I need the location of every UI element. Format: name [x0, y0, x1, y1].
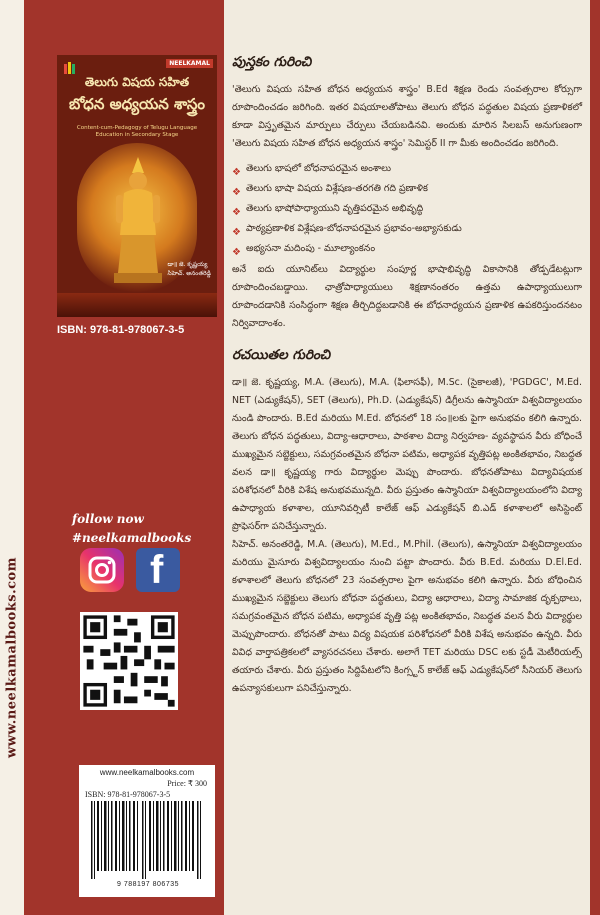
front-cover-thumbnail	[57, 55, 217, 317]
about-book-heading: పుస్తకం గురించి	[232, 54, 312, 70]
diamond-bullet-icon: ❖	[232, 247, 241, 258]
diamond-bullet-icon: ❖	[232, 227, 241, 238]
barcode-box	[79, 765, 215, 897]
barcode-number: 9 788197 806735	[117, 881, 179, 888]
facebook-icon[interactable]: f	[136, 548, 180, 592]
qr-code-image[interactable]	[80, 612, 178, 710]
follow-block	[72, 510, 191, 548]
about-book-intro: 'తెలుగు విషయ సహిత బోధన అధ్యయన శాస్త్రం' B.Ed శిక్షణ రెండు సంవత్సరాల కోర్సుగా రూపొందించడం జరిగింది. ఇతర విషయాలతోపాటు తెలుగు బోధన పద్ధతుల విషయ ప్రణాళికలో కూడా విస్తృతమైన మార్పులు చేర్పులు చేయబడినవి. అందుకు మారిన సిలబస్ అనుగుణంగా 'తెలుగు విషయ సహిత బోధన అధ్యయన శాస్త్రం' సెమిస్టర్ II గా మీకు అందించడం జరిగింది.	[232, 84, 582, 149]
list-item: ❖ తెలుగు భాషలో బోధనాపరమైన అంశాలు	[232, 159, 582, 179]
barcode-image	[87, 801, 207, 879]
spine-url: www.neelkamalbooks.com	[4, 557, 20, 758]
cover-base	[57, 293, 217, 317]
cover-title-line1: తెలుగు విషయ సహిత	[84, 75, 190, 89]
barcode-website: www.neelkamalbooks.com	[99, 768, 195, 777]
deity-statue-image	[112, 155, 164, 285]
cover-author-1: డా॥ జె. కృష్ణయ్య	[167, 261, 208, 268]
instagram-glyph-icon	[80, 548, 124, 592]
diamond-bullet-icon: ❖	[232, 207, 241, 218]
instagram-icon[interactable]	[80, 548, 124, 592]
about-authors-section	[232, 347, 582, 698]
publisher-logo-icon	[63, 61, 79, 75]
list-item: ❖ తెలుగు భాషా విషయ విశ్లేషణ-తరగతి గది ప్రణాళిక	[232, 179, 582, 199]
isbn-label: ISBN: 978-81-978067-3-5	[57, 324, 185, 336]
cover-authors	[167, 260, 211, 278]
cover-subtitle: Content-cum-Pedagogy of Telugu Language Education in Secondary Stage	[76, 125, 198, 138]
author-2-bio: సిహెచ్. అనంతరెడ్డి, M.A. (తెలుగు), M.Ed., M.Phil. (తెలుగు), ఉస్మానియా విశ్వవిద్యాలయం మరియు మైసూరు విశ్వవిద్యాలయం నుంచి పట్టా పొందారు. వీరు B.Ed. మరియు D.El.Ed. కళాశాలలో తెలుగు బోధనలో 23 సంవత్సరాల పైగా అనుభవం కలిగి ఉన్నారు. వీరు బోధించిన ముఖ్యమైన సబ్జెక్టులు తెలుగు బోధనా పద్ధతులు, విద్యా ఆధారాలు, విద్యా సామాజిక దృక్పథాలు, సమగ్రవంతమైన బోధన పటిమ, అధ్యాపక వృత్తి పట్ల అంకితభావం, నిబద్ధత వలన వీరు విద్యార్థుల మెప్పుపొందారు. బోధనతో పాటు విద్య విషయక పరిశోధనలో వీరికి విశేష అనుభవం ఉన్నది. వీరు వివిధ వార్తాపత్రికలలో వ్యాసరచనలు చేశారు. అలాగే TET మరియు DSC లకు స్టడీ మెటీరియల్స్ తయారు చేశారు. వీరు ప్రస్తుతం సిద్దిపేటలోని కింగ్స్టన్ కాలేజ్ ఆఫ్ ఎడ్యుకేషన్‌లో సీనియర్ తెలుగు ఉపన్యాసకులుగా పనిచేస్తున్నారు.	[232, 539, 582, 694]
diamond-bullet-icon: ❖	[232, 187, 241, 198]
barcode-isbn: ISBN: 978-81-978067-3-5	[85, 790, 171, 799]
about-book-closing: అనే ఐదు యూనిట్‌లు విద్యార్థుల సంపూర్ణ భాషాభివృద్ధి వికాసానికి తోడ్పడేటట్లుగా రూపొందించబడ్డాయి. ఛాత్రోపాధ్యాయులు శిక్షణానంతరం ఉత్తమ ఉపాధ్యాయులుగా రూపొందడానికి సంసిద్ధంగా శిక్షణ తీర్చిదిద్దబడానికి ఈ బోధనాధ్యయన ప్రణాళిక ఉపకరిస్తుందనటం నిర్వివాదాంశం.	[232, 264, 582, 329]
list-item: ❖ తెలుగు భాషోపాధ్యాయుని వృత్తిపరమైన అభివృద్ధి	[232, 199, 582, 219]
cover-title-line2: బోధన అధ్యయన శాస్త్రం	[69, 95, 205, 113]
right-red-edge	[590, 0, 600, 915]
author-1-bio: డా॥ జె. కృష్ణయ్య, M.A. (తెలుగు), M.A. (ఫిలాసఫీ), M.Sc. (సైకాలజీ), 'PGDGC', M.Ed. NET (ఎడ్యుకేషన్), SET (తెలుగు), Ph.D. (ఎడ్యుకేషన్) డిగ్రీలను ఉస్మానియా విశ్వవిద్యాలయం నుండి పొందారు. B.Ed మరియు M.Ed. బోధనలో 18 సం॥లకు పైగా అనుభవం కలిగి ఉన్నారు. తెలుగు బోధన పద్ధతులు, విద్యా-ఆధారాలు, పాఠశాల విద్యా నిర్వహణ- వ్యవస్థాపన వీరు బోధించే ముఖ్యమైన సబ్జెక్టులు, సమగ్రవంతమైన బోధనా పటిమ, అధ్యాపక వృత్తిపట్ల అంకితభావం, నిబద్ధత వలన డా॥ కృష్ణయ్య గారు విద్యార్థుల మెప్పు పొందారు. బోధనతోపాటు విద్యావిషయక పరిశోధనలో వీరికి విశేష అనుభవమున్నది. వీరు ప్రస్తుతం ఉస్మానియా విశ్వవిద్యాలయంలోని విద్యా ఉపాధ్యాయ కళాశాల, యూనివర్సిటీ కాలేజ్ ఆఫ్ ఎడ్యుకేషన్ బి.ఎడ్ కళాశాలలో అసిస్టెంట్ ప్రొఫెసర్‌గా పనిచేస్తున్నారు.	[232, 377, 582, 532]
cover-author-2: సిహెచ్. అనంతరెడ్డి	[167, 270, 211, 277]
about-authors-heading: రచయితల గురించి	[232, 347, 331, 363]
publisher-brand: NEELKAMAL	[166, 59, 213, 68]
spine-strip	[0, 0, 24, 915]
unit-list	[232, 159, 582, 259]
follow-now-text: follow now	[72, 512, 144, 526]
text-column	[232, 54, 582, 698]
diamond-bullet-icon: ❖	[232, 167, 241, 178]
hashtag-text: #neelkamalbooks	[72, 531, 192, 545]
list-item: ❖ అభ్యసనా మదింపు - మూల్యాంకనం	[232, 239, 582, 259]
list-item: ❖ పాఠ్యప్రణాళిక విశ్లేషణ-బోధనాపరమైన ప్రభావం-అభ్యాసకుడు	[232, 219, 582, 239]
price-label: Price: ₹ 300	[167, 779, 207, 788]
